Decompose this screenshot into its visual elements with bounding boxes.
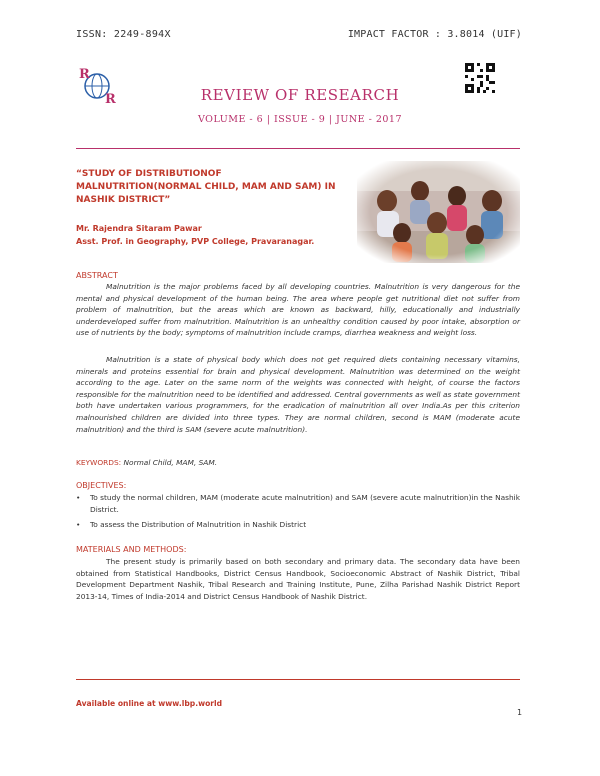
- svg-text:R: R: [105, 92, 116, 106]
- abstract-paragraph-2: Malnutrition is a state of physical body which does not get required diets containing necessary vitamins, minerals and proteins essential for brain and physical development. Malnutrition was determined on the weight according to the age. Later on the same norm of the weights was connected with height, of course the factors responsible for the malnutrition need to be identified and addressed. Central governments as well as state government both have undertaken various programmers, for the eradication of malnutrition all over India.As per this criterion malnourished children are divided into three types. They are normal children, second is MAM (moderate acute malnutrition) and the third is SAM (severe acute malnutrition).: [76, 355, 520, 434]
- author-affiliation: Asst. Prof. in Geography, PVP College, Pravaranagar.: [76, 237, 315, 246]
- bullet-icon: •: [76, 493, 81, 502]
- methods-paragraph: The present study is primarily based on both secondary and primary data. The secondary data have been obtained from Statistical Handbooks, District Census Handbook, Socioeconomic Abstract of Nashik District, Tribal Development Department Nashik, Tribal Research and Training Institute, Pune, Zilha Parishad Nashik District Report 2013-14, Times of India-2014 and District Census Handbook of Nashik District.: [76, 557, 520, 601]
- footer-divider: [76, 679, 520, 680]
- keywords-label: KEYWORDS:: [76, 458, 122, 467]
- volume-issue-line: VOLUME - 6 | ISSUE - 9 | JUNE - 2017: [197, 114, 403, 125]
- page-number: 1: [517, 708, 523, 717]
- impact-factor-label: IMPACT FACTOR : 3.8014 (UIF): [347, 29, 522, 40]
- objective-item: [76, 519, 520, 531]
- journal-title: REVIEW OF RESEARCH: [200, 86, 400, 104]
- author-name: Mr. Rajendra Sitaram Pawar: [76, 224, 202, 233]
- keywords-line: [76, 457, 520, 469]
- objective-item: [76, 492, 520, 515]
- objective-text: To assess the Distribution of Malnutrition in Nashik District: [90, 520, 307, 529]
- svg-text:R: R: [79, 67, 90, 82]
- keywords-text: Normal Child, MAM, SAM.: [121, 458, 218, 467]
- abstract-heading: ABSTRACT: [76, 271, 118, 280]
- objectives-heading: OBJECTIVES:: [76, 481, 127, 490]
- bullet-icon: •: [76, 520, 81, 529]
- children-classroom-photo: [357, 161, 520, 263]
- header-divider: [76, 148, 520, 149]
- abstract-paragraph-1: Malnutrition is the major problems faced by all developing countries. Malnutrition is very dangerous for the mental and physical development of the human being. The area where people get nutritional diet not suffer from problem of malnutrition, but the areas which are known as backward, hilly, educationally and industrially underdeveloped suffer from malnutrition. Malnutrition is an unhealthy condition caused by poor intake, absorption or use of nutrients by the body; symptoms of malnutrition include cramps, diarrhea weakness and weight loss.: [76, 282, 520, 338]
- objective-text: To study the normal children, MAM (moderate acute malnutrition) and SAM (severe acute malnutrition)in the Nashik District.: [90, 493, 520, 514]
- methods-heading: MATERIALS AND METHODS:: [76, 545, 187, 554]
- available-online-link[interactable]: Available online at www.lbp.world: [76, 699, 223, 708]
- article-title: “STUDY OF DISTRIBUTIONOF MALNUTRITION(NORMAL CHILD, MAM AND SAM) IN NASHIK DISTRICT”: [76, 169, 336, 205]
- issn-label: ISSN: 2249-894X: [76, 29, 171, 40]
